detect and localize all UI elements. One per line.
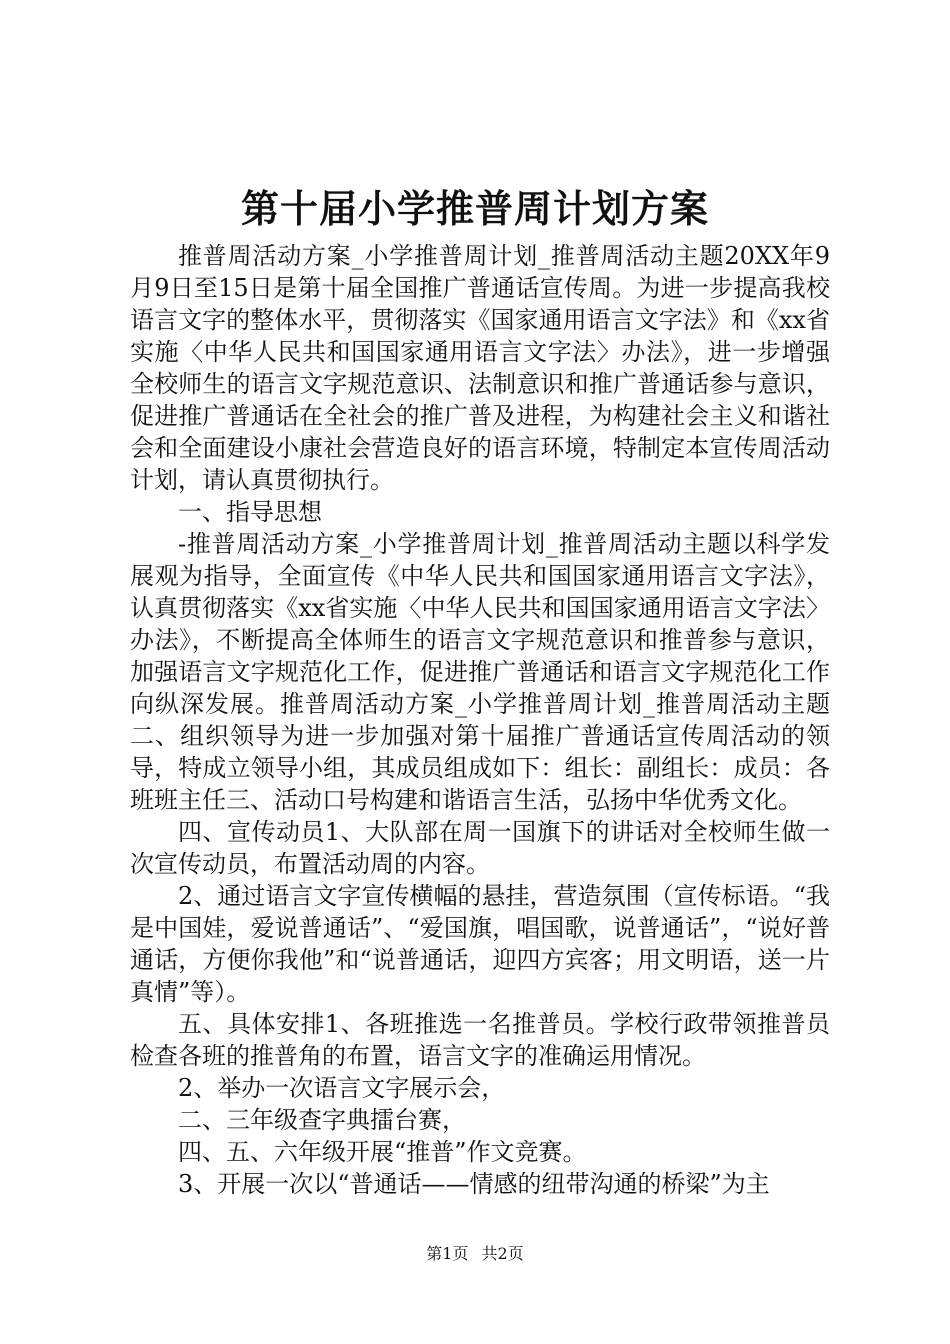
- paragraph: 推普周活动方案_小学推普周计划_推普周活动主题20XX年9月9日至15日是第十届全国推广普通话宣传周。为进一步提高我校语言文字的整体水平，贯彻落实《国家通用语言文字法》和《xx省实施〈中华人民共和国国家通用语言文字法〉办法》，进一步增强全校师生的语言文字规范意识、法制意识和推广普通话参与意识，促进推广普通话在全社会的推广普及进程，为构建社会主义和谐社会和全面建设小康社会营造良好的语言环境，特制定本宣传周活动计划，请认真贯彻执行。: [130, 242, 830, 494]
- list-item: 二、三年级查字典擂台赛，: [178, 1106, 466, 1134]
- section-heading: 一、指导思想: [178, 498, 322, 526]
- paragraph: 2、通过语言文字宣传横幅的悬挂，营造氛围（宣传标语。“我是中国娃，爱说普通话”、“爱国旗，唱国歌，说普通话”，“说好普通话，方便你我他”和“说普通话，迎四方宾客；用文明语，送一片真情”等）。: [130, 882, 830, 1006]
- list-item: 四、五、六年级开展“推普”作文竞赛。: [178, 1138, 587, 1166]
- document-body: [130, 240, 830, 1200]
- page-total: 共2页: [481, 1244, 524, 1263]
- list-item: 3、开展一次以“普通话——情感的纽带沟通的桥梁”为主: [178, 1170, 770, 1198]
- list-item: 2、举办一次语言文字展示会，: [178, 1074, 506, 1102]
- paragraph: -推普周活动方案_小学推普周计划_推普周活动主题以科学发展观为指导，全面宣传《中华人民共和国国家通用语言文字法》，认真贯彻落实《xx省实施〈中华人民共和国国家通用语言文字法〉办法》，不断提高全体师生的语言文字规范意识和推普参与意识，加强语言文字规范化工作，促进推广普通话和语言文字规范化工作向纵深发展。推普周活动方案_小学推普周计划_推普周活动主题二、组织领导为进一步加强对第十届推广普通话宣传周活动的领导，特成立领导小组，其成员组成如下：组长：副组长：成员：各班班主任三、活动口号构建和谐语言生活，弘扬中华优秀文化。: [130, 530, 830, 814]
- paragraph: 四、宣传动员1、大队部在周一国旗下的讲话对全校师生做一次宣传动员，布置活动周的内容。: [130, 818, 830, 878]
- page-footer: [0, 1243, 950, 1265]
- paragraph: 五、具体安排1、各班推选一名推普员。学校行政带领推普员检查各班的推普角的布置，语言文字的准确运用情况。: [130, 1010, 830, 1070]
- document-title: 第十届小学推普周计划方案: [240, 186, 709, 231]
- page-number: 第1页: [426, 1244, 469, 1263]
